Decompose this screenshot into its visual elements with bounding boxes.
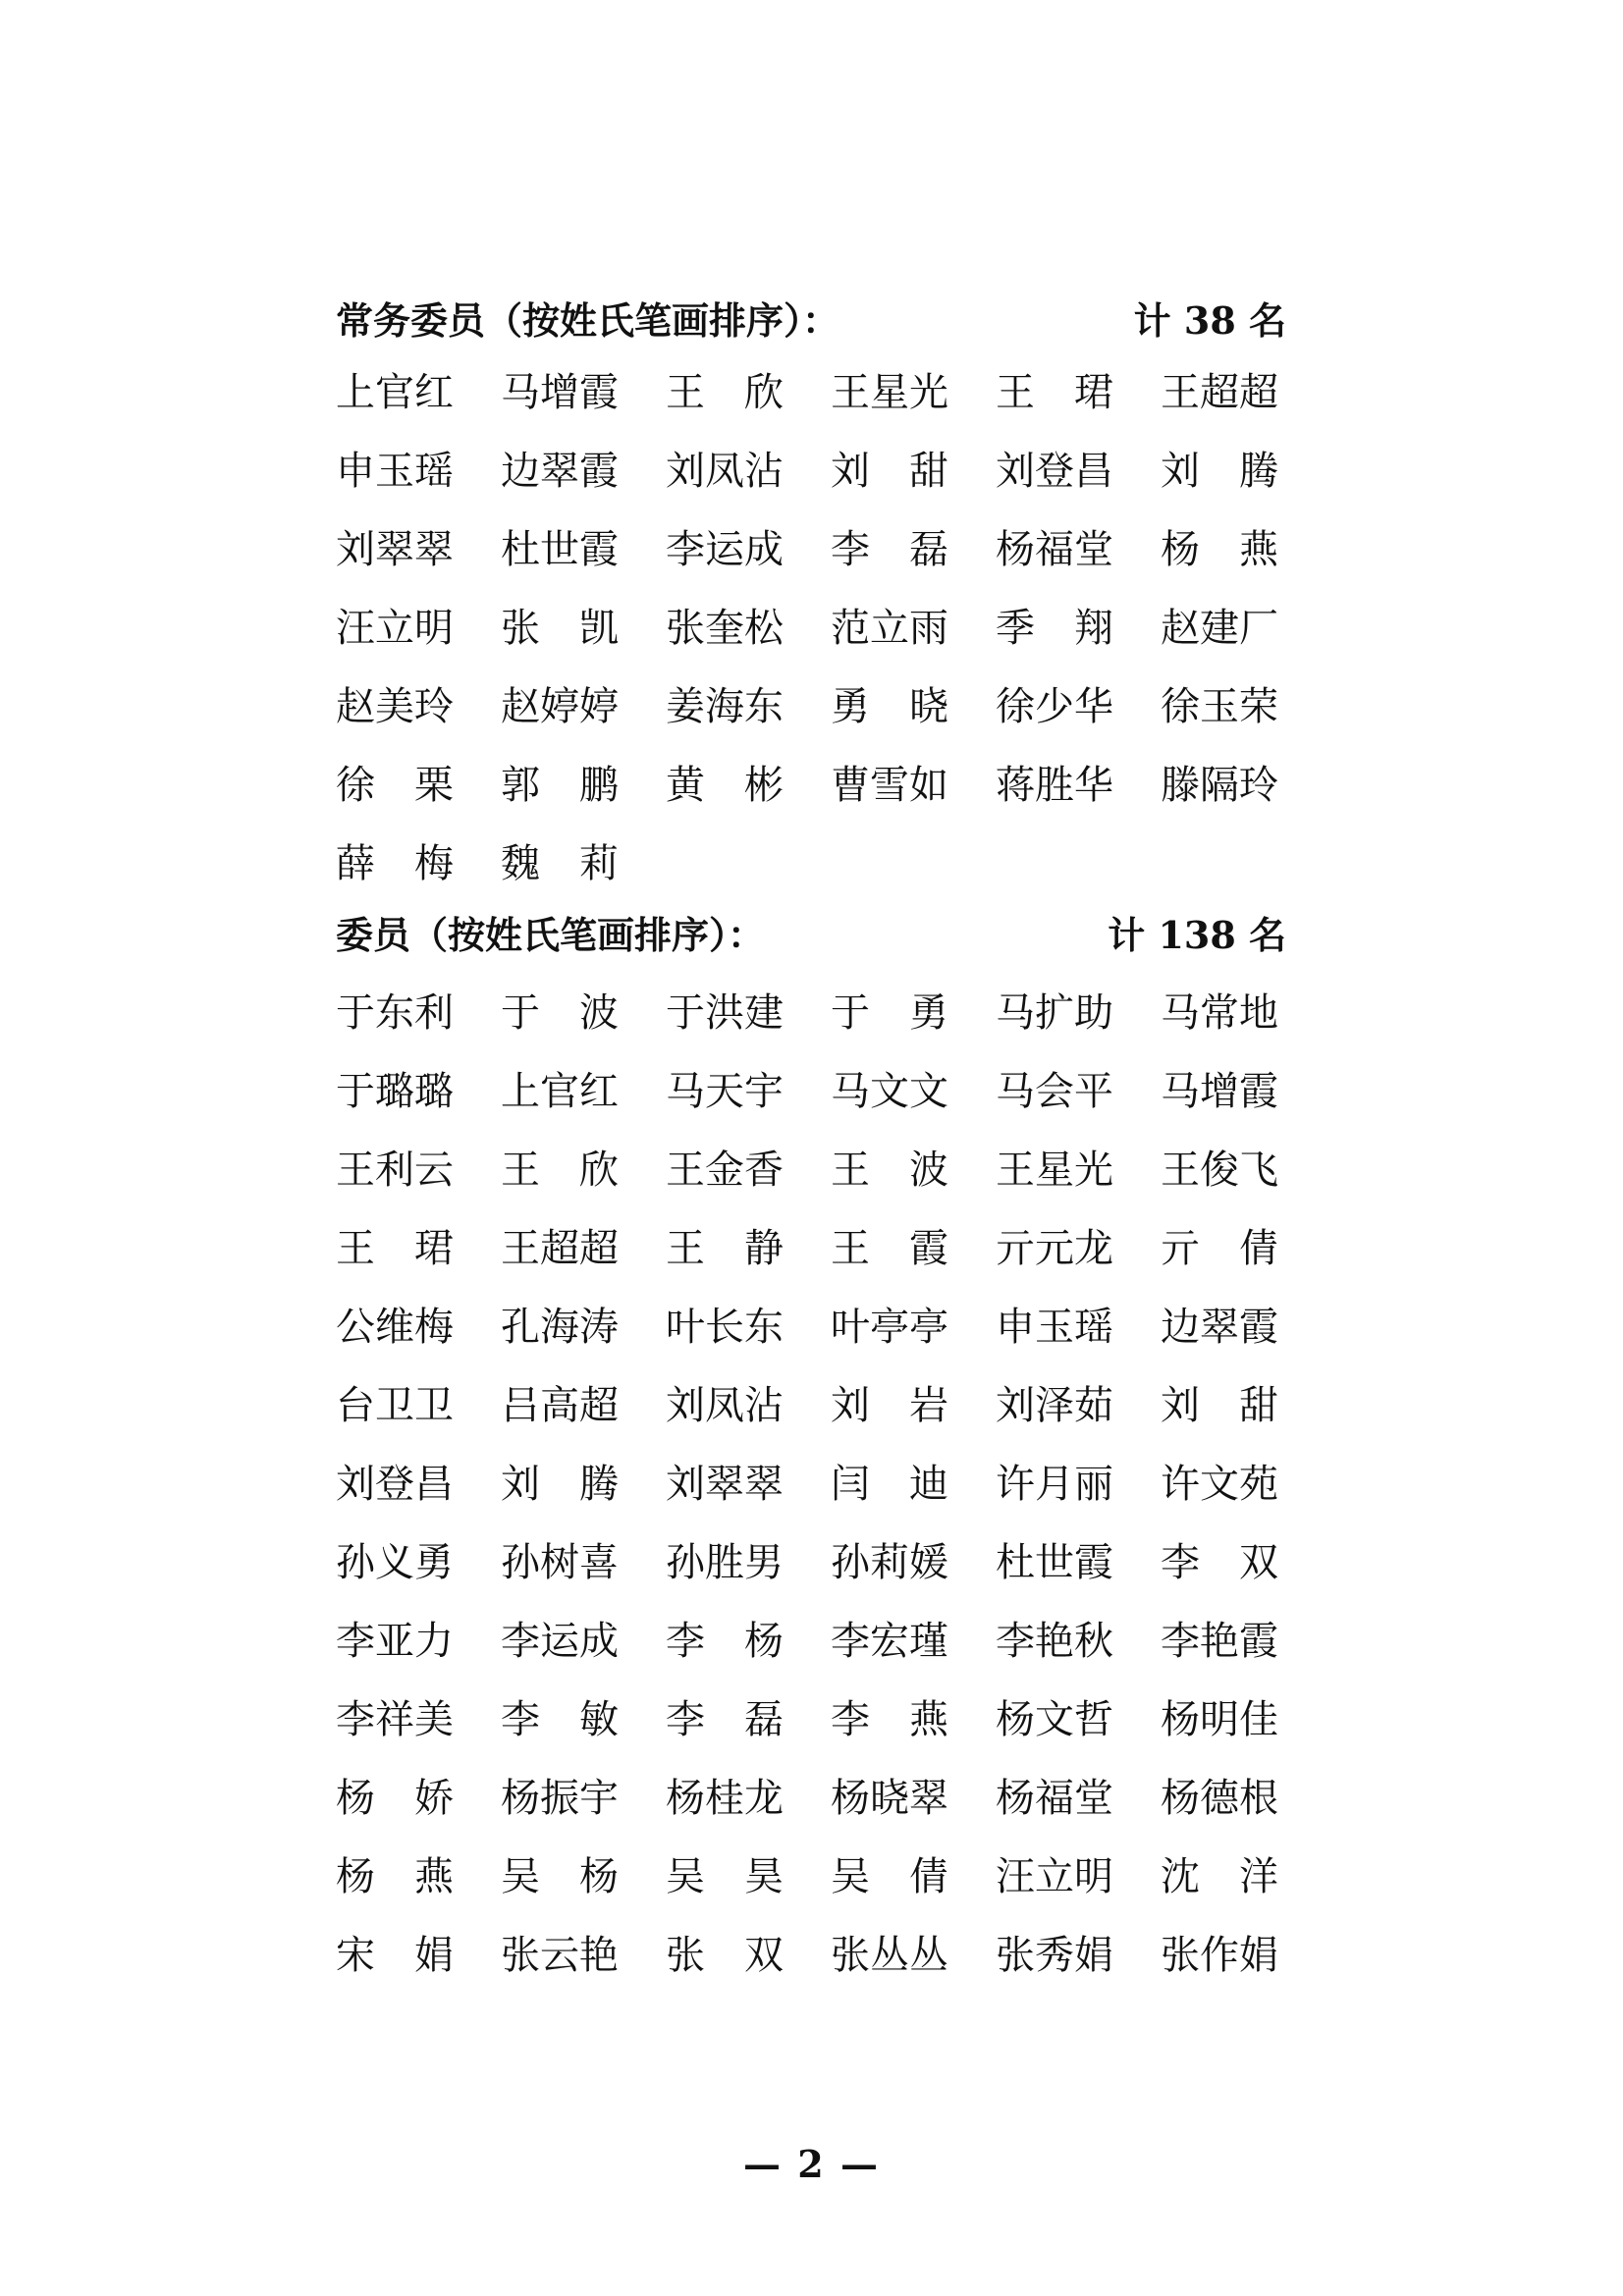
- name-entry: 吕高超: [501, 1383, 619, 1428]
- name-entry: 张 双: [666, 1933, 784, 1978]
- name-entry: 李艳秋: [996, 1619, 1113, 1664]
- name-entry: 杜世霞: [996, 1540, 1113, 1585]
- name-entry: 王超超: [1161, 370, 1278, 415]
- name-entry: 孙义勇: [336, 1540, 454, 1585]
- name-entry: 滕隔玲: [1161, 763, 1278, 808]
- name-entry: 上官红: [336, 370, 454, 415]
- name-entry: 杨德根: [1161, 1776, 1278, 1821]
- name-entry: 蒋胜华: [996, 763, 1113, 808]
- name-entry: 赵建厂: [1161, 606, 1278, 651]
- name-entry: 杨 娇: [336, 1776, 454, 1821]
- name-entry: 刘翠翠: [666, 1462, 784, 1507]
- members-title: 委员（按姓氏笔画排序）：: [336, 913, 766, 957]
- members-count: 计 138 名: [1108, 913, 1286, 957]
- name-entry: 申玉瑶: [996, 1305, 1113, 1350]
- name-entry: 闫 迪: [831, 1462, 948, 1507]
- name-entry: 叶长东: [666, 1305, 784, 1350]
- name-entry: 刘 甜: [831, 449, 948, 494]
- name-entry: 王俊飞: [1161, 1148, 1278, 1193]
- name-entry: 刘 腾: [501, 1462, 619, 1507]
- name-entry: 王 珺: [996, 370, 1113, 415]
- name-entry: 公维梅: [336, 1305, 454, 1350]
- name-entry: 王利云: [336, 1148, 454, 1193]
- name-entry: 于洪建: [666, 990, 784, 1036]
- name-entry: 杨 燕: [336, 1854, 454, 1899]
- name-entry: 黄 彬: [666, 763, 784, 808]
- name-entry: 范立雨: [831, 606, 948, 651]
- name-entry: 王 珺: [336, 1226, 454, 1271]
- name-entry: 李 杨: [666, 1619, 784, 1664]
- name-entry: 徐 栗: [336, 763, 454, 808]
- name-entry: 刘泽茹: [996, 1383, 1113, 1428]
- name-entry: 孙胜男: [666, 1540, 784, 1585]
- name-entry: 于璐璐: [336, 1069, 454, 1114]
- name-entry: 杨文哲: [996, 1697, 1113, 1742]
- name-entry: 边翠霞: [501, 449, 619, 494]
- name-entry: 许月丽: [996, 1462, 1113, 1507]
- name-entry: 李运成: [501, 1619, 619, 1664]
- name-entry: 刘 甜: [1161, 1383, 1278, 1428]
- name-entry: 李运成: [666, 527, 784, 572]
- name-entry: 李 燕: [831, 1697, 948, 1742]
- name-entry: 刘登昌: [996, 449, 1113, 494]
- name-entry: 马文文: [831, 1069, 948, 1114]
- name-entry: 李 双: [1161, 1540, 1278, 1585]
- name-entry: 于 勇: [831, 990, 948, 1036]
- name-entry: 杨 燕: [1161, 527, 1278, 572]
- name-entry: 王金香: [666, 1148, 784, 1193]
- name-entry: 赵美玲: [336, 684, 454, 729]
- name-entry: 王 波: [831, 1148, 948, 1193]
- name-entry: 宋 娟: [336, 1933, 454, 1978]
- name-entry: 刘 岩: [831, 1383, 948, 1428]
- name-entry: 孔海涛: [501, 1305, 619, 1350]
- name-entry: 赵婷婷: [501, 684, 619, 729]
- name-entry: 杨振宇: [501, 1776, 619, 1821]
- name-entry: 杨福堂: [996, 527, 1113, 572]
- name-entry: 亓 倩: [1161, 1226, 1278, 1271]
- name-entry: 杨桂龙: [666, 1776, 784, 1821]
- name-entry: 张丛丛: [831, 1933, 948, 1978]
- name-entry: 徐玉荣: [1161, 684, 1278, 729]
- name-entry: 张奎松: [666, 606, 784, 651]
- name-entry: 汪立明: [336, 606, 454, 651]
- name-entry: 马扩助: [996, 990, 1113, 1036]
- name-entry: 马增霞: [1161, 1069, 1278, 1114]
- name-entry: 吴 倩: [831, 1854, 948, 1899]
- name-entry: 季 翔: [996, 606, 1113, 651]
- name-entry: 边翠霞: [1161, 1305, 1278, 1350]
- name-entry: 于 波: [501, 990, 619, 1036]
- name-entry: 李艳霞: [1161, 1619, 1278, 1664]
- name-entry: 刘翠翠: [336, 527, 454, 572]
- name-entry: 李宏瑾: [831, 1619, 948, 1664]
- name-entry: 孙莉媛: [831, 1540, 948, 1585]
- standing-committee-header: [336, 291, 1286, 349]
- standing-committee-title: 常务委员（按姓氏笔画排序）：: [336, 298, 840, 343]
- name-entry: 李 敏: [501, 1697, 619, 1742]
- name-entry: 徐少华: [996, 684, 1113, 729]
- name-entry: 上官红: [501, 1069, 619, 1114]
- name-entry: 马天宇: [666, 1069, 784, 1114]
- name-entry: 申玉瑶: [336, 449, 454, 494]
- name-entry: 汪立明: [996, 1854, 1113, 1899]
- name-entry: 王星光: [996, 1148, 1113, 1193]
- name-entry: 李 磊: [831, 527, 948, 572]
- name-entry: 曹雪如: [831, 763, 948, 808]
- name-entry: 杨晓翠: [831, 1776, 948, 1821]
- name-entry: 刘登昌: [336, 1462, 454, 1507]
- name-entry: 张作娟: [1161, 1933, 1278, 1978]
- name-entry: 杜世霞: [501, 527, 619, 572]
- name-entry: 勇 晓: [831, 684, 948, 729]
- name-entry: 魏 莉: [501, 841, 619, 886]
- name-entry: 李 磊: [666, 1697, 784, 1742]
- name-entry: 马会平: [996, 1069, 1113, 1114]
- name-entry: 张云艳: [501, 1933, 619, 1978]
- name-entry: 孙树喜: [501, 1540, 619, 1585]
- name-entry: 吴 杨: [501, 1854, 619, 1899]
- name-entry: 马增霞: [501, 370, 619, 415]
- name-entry: 张秀娟: [996, 1933, 1113, 1978]
- name-entry: 于东利: [336, 990, 454, 1036]
- name-entry: 叶亭亭: [831, 1305, 948, 1350]
- name-entry: 台卫卫: [336, 1383, 454, 1428]
- standing-committee-count: 计 38 名: [1133, 298, 1286, 343]
- name-entry: 王星光: [831, 370, 948, 415]
- standing-committee-names: [336, 365, 1308, 915]
- name-entry: 亓元龙: [996, 1226, 1113, 1271]
- name-entry: 李祥美: [336, 1697, 454, 1742]
- name-entry: 刘 腾: [1161, 449, 1278, 494]
- name-entry: 许文苑: [1161, 1462, 1278, 1507]
- name-entry: 薛 梅: [336, 841, 454, 886]
- name-entry: 吴 昊: [666, 1854, 784, 1899]
- name-entry: 王 欣: [501, 1148, 619, 1193]
- name-entry: 刘凤沾: [666, 449, 784, 494]
- members-header: [336, 905, 1286, 964]
- name-entry: 沈 洋: [1161, 1854, 1278, 1899]
- name-entry: 王超超: [501, 1226, 619, 1271]
- name-entry: 刘凤沾: [666, 1383, 784, 1428]
- name-entry: 马常地: [1161, 990, 1278, 1036]
- members-names: [336, 986, 1308, 2006]
- name-entry: 姜海东: [666, 684, 784, 729]
- name-entry: 李亚力: [336, 1619, 454, 1664]
- name-entry: 王 霞: [831, 1226, 948, 1271]
- name-entry: 郭 鹏: [501, 763, 619, 808]
- name-entry: 张 凯: [501, 606, 619, 651]
- name-entry: 杨明佳: [1161, 1697, 1278, 1742]
- name-entry: 王 欣: [666, 370, 784, 415]
- page-number: — 2 —: [743, 2142, 880, 2186]
- name-entry: 杨福堂: [996, 1776, 1113, 1821]
- name-entry: 王 静: [666, 1226, 784, 1271]
